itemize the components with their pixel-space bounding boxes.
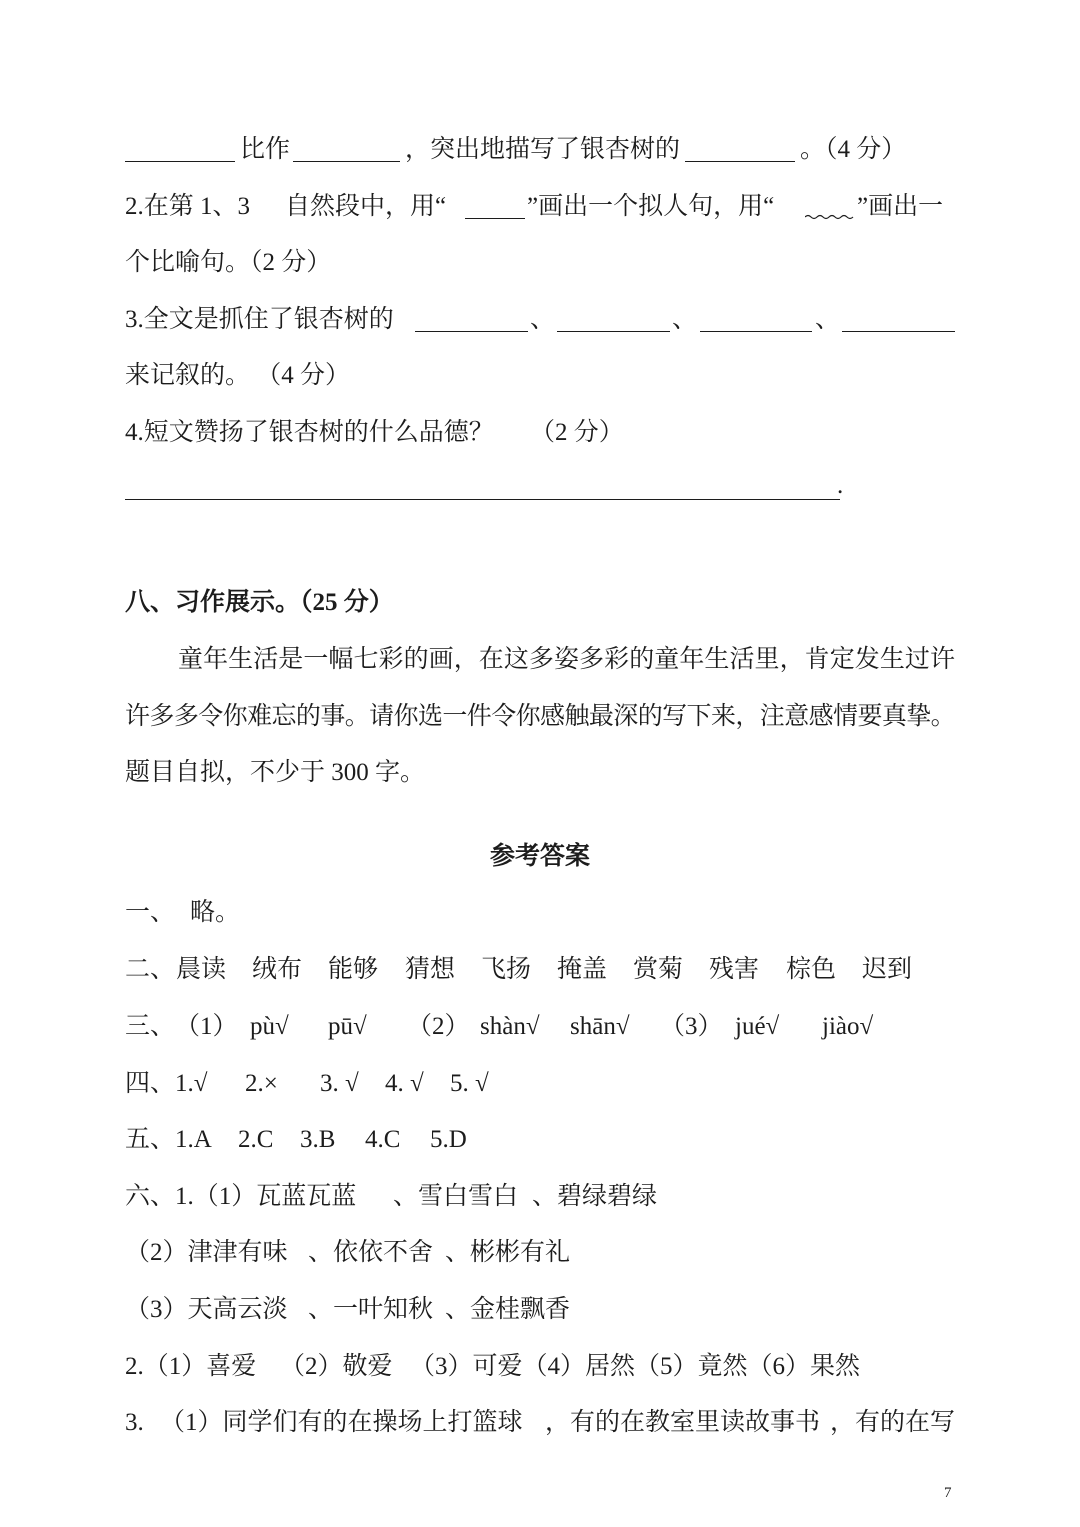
answer-segment: 、雪白雪白 bbox=[393, 1183, 519, 1210]
q4-score: （2 分） bbox=[530, 419, 624, 446]
answer-item: （1） bbox=[175, 1013, 238, 1040]
answer-segment: （3）可爱（4）居然（5）竟然（6）果然 bbox=[410, 1353, 861, 1380]
answer-segment: ，有的在写 bbox=[830, 1409, 956, 1436]
prompt-text: 许多多令你难忘的事。请你选一件令你感触最深的写下来，注意感情要真挚。 bbox=[125, 703, 955, 730]
answer-blank bbox=[842, 305, 955, 332]
q2-start-a: 2.在第 1、3 bbox=[125, 193, 251, 220]
answer-blank bbox=[557, 305, 670, 332]
page-number: 7 bbox=[944, 1485, 952, 1501]
answer-item: 五、1.A bbox=[125, 1126, 212, 1153]
answer-label: 一、 bbox=[125, 899, 176, 926]
answer-6-1 bbox=[0, 1182, 1080, 1212]
q1-line bbox=[0, 135, 1080, 165]
answer-blank bbox=[125, 475, 840, 500]
q3-separator: 、 bbox=[530, 306, 556, 333]
answer-word: 能够 bbox=[328, 956, 379, 983]
answer-item: （2） bbox=[407, 1013, 470, 1040]
prompt-text: 题目自拟，不少于 300 字。 bbox=[125, 759, 426, 786]
answer-word: 残害 bbox=[709, 956, 760, 983]
answer-key-title-line bbox=[0, 842, 1080, 872]
answer-blank bbox=[700, 305, 812, 332]
prompt-text: 童年生活是一幅七彩的画，在这多姿多彩的童年生活里，肯定发生过许 bbox=[178, 646, 955, 673]
answer-6-part-3 bbox=[0, 1408, 1080, 1438]
q1-middle-text: ，突出地描写了银杏树的 bbox=[405, 136, 681, 163]
answer-3 bbox=[0, 1012, 1080, 1042]
answer-segment: 、金桂飘香 bbox=[445, 1296, 571, 1323]
answer-item: shān√ bbox=[570, 1013, 630, 1040]
answer-word: 飞扬 bbox=[481, 956, 532, 983]
answer-word: 赏菊 bbox=[633, 956, 684, 983]
section-heading-text: 八、习作展示。（25 分） bbox=[125, 589, 394, 616]
answer-4 bbox=[0, 1069, 1080, 1099]
answer-item: jué√ bbox=[735, 1013, 780, 1040]
q3-start: 3.全文是抓住了银杏树的 bbox=[125, 306, 394, 333]
answer-item: 5. √ bbox=[450, 1070, 489, 1097]
answer-label: 二、 bbox=[125, 956, 176, 983]
q2-mid: ”画出一个拟人句，用“ bbox=[527, 193, 775, 220]
answer-segment: 六、1.（1）瓦蓝瓦蓝 bbox=[125, 1183, 357, 1210]
q4-line bbox=[0, 418, 1080, 448]
answer-item: pū√ bbox=[328, 1013, 367, 1040]
q2-line-2 bbox=[0, 248, 1080, 278]
answer-word: 绒布 bbox=[252, 956, 303, 983]
answer-item: 3. √ bbox=[320, 1070, 359, 1097]
answer-text: 略。 bbox=[190, 899, 241, 926]
answer-segment: 、一叶知秋 bbox=[308, 1296, 434, 1323]
answer-item: 4.C bbox=[365, 1126, 401, 1153]
answer-segment: 、碧绿碧绿 bbox=[532, 1183, 658, 1210]
q2-start-b: 自然段中，用“ bbox=[285, 193, 447, 220]
writing-prompt-line-2 bbox=[0, 702, 1080, 732]
q3-line-2 bbox=[0, 361, 1080, 391]
answer-6-3 bbox=[0, 1295, 1080, 1325]
answer-blank bbox=[125, 135, 235, 162]
answer-segment: ，有的在教室里读故事书 bbox=[545, 1409, 821, 1436]
q2-line-1 bbox=[0, 192, 1080, 222]
writing-prompt-line-1 bbox=[0, 645, 1080, 675]
q3-separator: 、 bbox=[672, 306, 698, 333]
answer-item: 4. √ bbox=[385, 1070, 424, 1097]
answer-item: 四、1.√ bbox=[125, 1070, 208, 1097]
answer-key-title: 参考答案 bbox=[489, 843, 590, 870]
answer-segment: 、彬彬有礼 bbox=[445, 1239, 571, 1266]
wavy-underline-blank bbox=[805, 213, 855, 221]
writing-prompt-line-3 bbox=[0, 758, 1080, 788]
answer-6-2 bbox=[0, 1238, 1080, 1268]
q4-end-period: . bbox=[837, 472, 844, 499]
answer-segment: 2.（1）喜爱 bbox=[125, 1353, 257, 1380]
q2-end: ”画出一 bbox=[857, 193, 944, 220]
q2-continuation: 个比喻句。（2 分） bbox=[125, 249, 332, 276]
answer-6-part-2 bbox=[0, 1352, 1080, 1382]
section-8-heading bbox=[0, 588, 1080, 618]
answer-word: 晨读 bbox=[176, 956, 227, 983]
answer-label: 三、 bbox=[125, 1013, 176, 1040]
answer-item: shàn√ bbox=[480, 1013, 540, 1040]
q1-compare-word: 比作 bbox=[240, 136, 291, 163]
answer-segment: （2）津津有味 bbox=[125, 1239, 288, 1266]
straight-underline-blank bbox=[465, 192, 525, 219]
answer-item: jiào√ bbox=[822, 1013, 874, 1040]
answer-word: 迟到 bbox=[862, 956, 913, 983]
answer-word: 棕色 bbox=[786, 956, 837, 983]
answer-blank bbox=[415, 305, 528, 332]
answer-1 bbox=[0, 898, 1080, 928]
answer-item: 2.× bbox=[245, 1070, 278, 1097]
answer-word: 猜想 bbox=[405, 956, 456, 983]
answer-blank bbox=[685, 135, 795, 162]
q3-separator: 、 bbox=[815, 306, 841, 333]
answer-item: 2.C bbox=[238, 1126, 274, 1153]
answer-segment: （3）天高云淡 bbox=[125, 1296, 288, 1323]
q4-answer-line bbox=[0, 472, 1080, 505]
answer-segment: （2）敬爱 bbox=[280, 1353, 393, 1380]
answer-5 bbox=[0, 1125, 1080, 1155]
q3-line-1 bbox=[0, 305, 1080, 335]
answer-segment: 、依依不舍 bbox=[308, 1239, 434, 1266]
answer-word: 掩盖 bbox=[557, 956, 608, 983]
answer-segment: （1）同学们有的在操场上打篮球 bbox=[160, 1409, 523, 1436]
q4-question: 4.短文赞扬了银杏树的什么品德？ bbox=[125, 419, 494, 446]
answer-blank bbox=[293, 135, 400, 162]
answer-segment: 3. bbox=[125, 1409, 144, 1436]
answer-item: 5.D bbox=[430, 1126, 467, 1153]
q1-score: 。（4 分） bbox=[800, 136, 907, 163]
answer-item: pù√ bbox=[250, 1013, 289, 1040]
answer-item: 3.B bbox=[300, 1126, 336, 1153]
answer-item: （3） bbox=[660, 1013, 723, 1040]
answer-2 bbox=[0, 955, 1080, 985]
q3-continuation: 来记叙的。 （4 分） bbox=[125, 362, 351, 389]
